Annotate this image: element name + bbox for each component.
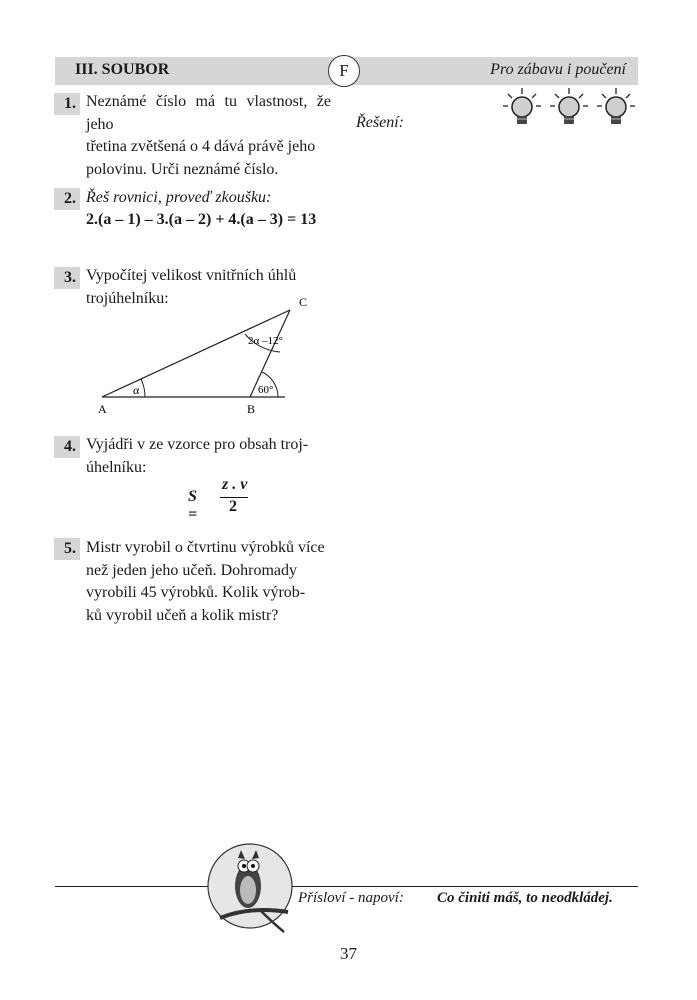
text-line: polovinu. Urči neznámé číslo.: [86, 160, 279, 178]
section-title: III. SOUBOR: [75, 61, 170, 78]
page-number: 37: [340, 944, 357, 963]
task-5-text: [86, 537, 331, 627]
angle-a-arc: [141, 379, 145, 397]
task-number: 4.: [54, 436, 80, 458]
lightbulb-icon: [550, 88, 588, 124]
vertex-a-label: A: [98, 402, 107, 416]
text-line: Mistr vyrobil o čtvrtinu výrobků více: [86, 539, 325, 556]
triangle-diagram: [90, 290, 330, 420]
text-line: ků vyrobil učeň a kolik mistr?: [86, 606, 279, 624]
angle-c-label: 2α –12°: [248, 335, 283, 347]
task-number: 1.: [54, 93, 80, 115]
lightbulb-icons: [500, 86, 640, 130]
task-number: 2.: [54, 188, 80, 210]
task-number: 3.: [54, 267, 80, 289]
task-2-text: Řeš rovnici, proveď zkoušku:: [86, 189, 272, 206]
task-number: 5.: [54, 538, 80, 560]
lightbulb-icon: [503, 88, 541, 124]
formula-numerator: z . v: [222, 476, 248, 493]
text-line: než jeden jeho učeň. Dohromady: [86, 561, 298, 579]
vertex-b-label: B: [247, 402, 256, 416]
vertex-c-label: C: [299, 295, 308, 309]
text-line: Vypočítej velikost vnitřních úhlů: [86, 267, 297, 284]
footer-divider: [55, 886, 638, 887]
proverb-label: Přísloví - napoví:: [298, 890, 404, 906]
equation: 2.(a – 1) – 3.(a – 2) + 4.(a – 3) = 13: [86, 211, 317, 228]
text-line: úhelníku:: [86, 458, 147, 476]
task-1-text: [86, 91, 331, 181]
difficulty-rating: [500, 86, 640, 135]
level-badge: F: [328, 55, 360, 87]
owl-icon: [200, 840, 300, 940]
text-line: Neznámé číslo má tu vlastnost, že jeho: [86, 93, 331, 133]
text-line: třetina zvětšená o 4 dává právě jeho: [86, 138, 316, 155]
section-header: [55, 57, 638, 85]
text-line: Vyjádři v ze vzorce pro obsah troj-: [86, 436, 309, 453]
proverb-text: Co činiti máš, to neodkládej.: [437, 890, 613, 906]
angle-a-label: α: [133, 383, 140, 397]
section-subtitle: Pro zábavu i poučení: [490, 61, 626, 78]
angle-b-label: 60°: [258, 384, 274, 396]
text-line: vyrobili 45 výrobků. Kolik výrob-: [86, 584, 306, 601]
text-line: trojúhelníku:: [86, 289, 169, 307]
formula-lhs: S =: [188, 488, 198, 523]
task-4-text: [86, 434, 331, 479]
formula-denominator: 2: [229, 498, 237, 515]
solution-label: Řešení:: [356, 114, 404, 131]
lightbulb-icon: [597, 88, 635, 124]
